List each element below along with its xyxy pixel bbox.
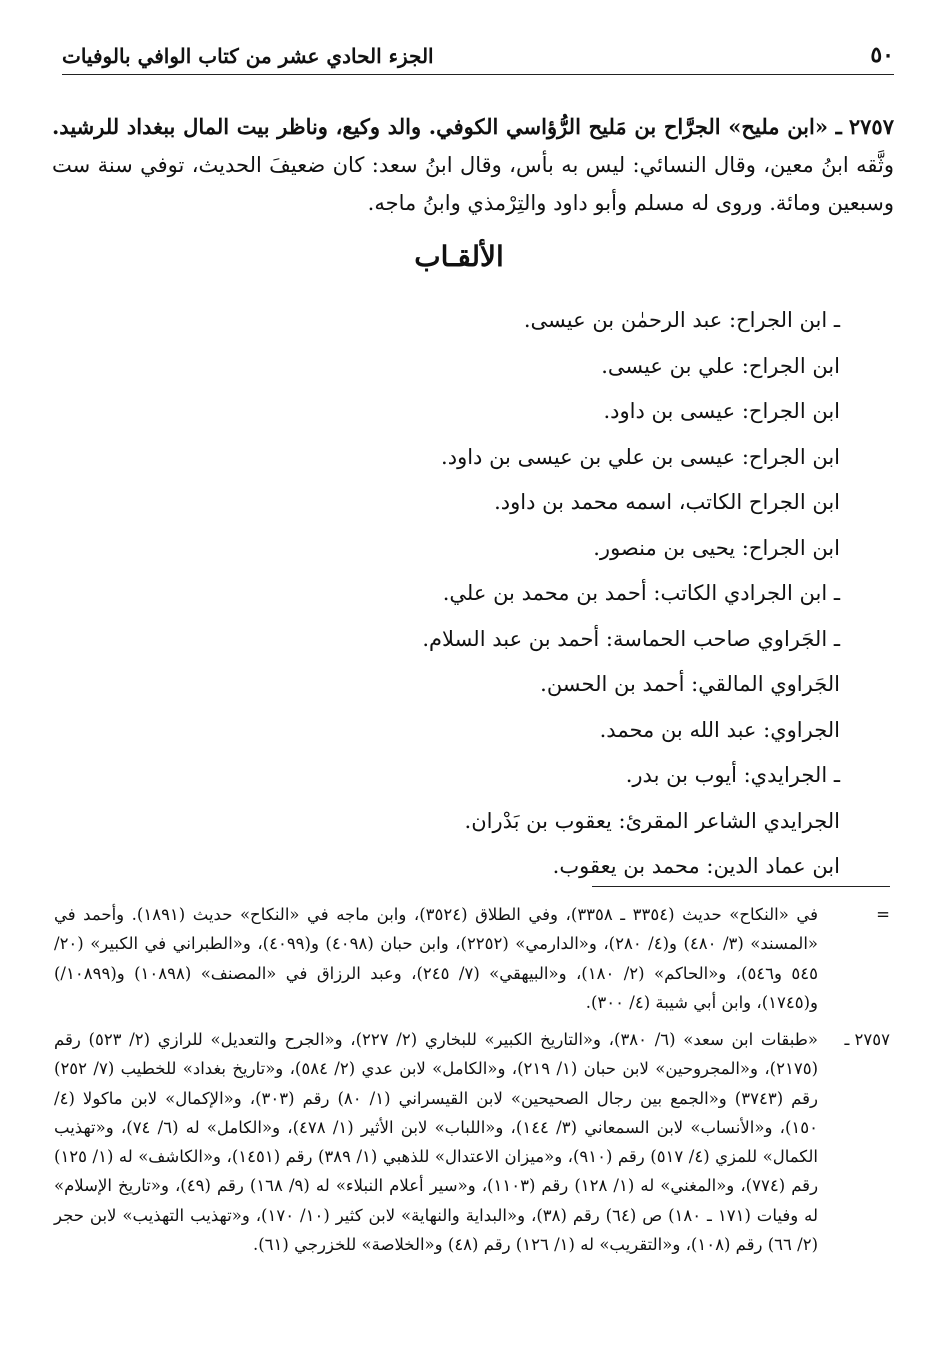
entry-number: ٢٧٥٧ [848,114,894,139]
footnote-separator [592,886,890,887]
list-item: ابن الجراح: عيسى بن داود. [603,399,840,423]
list-item: الجراوي: عبد الله بن محمد. [599,717,840,742]
list-item: الجرايدي الشاعر المقرئ: يعقوب بن بَدْران. [464,808,840,833]
footnote-marker: ٢٧٥٧ ـ [844,1030,890,1049]
page-number: ٥٠ [870,42,894,68]
book-title: الجزء الحادي عشر من كتاب الوافي بالوفيات [62,44,434,68]
list-item: ـ ابن الجراح: عبد الرحمٰن بن عيسى. [523,308,840,332]
list-item: ابن الجراح: يحيى بن منصور. [593,535,840,560]
list-item: الجَراوي المالقي: أحمد بن الحسن. [540,672,840,696]
section-heading: الألقـاب [414,240,504,273]
list-item: ـ ابن الجرادي الكاتب: أحمد بن محمد بن علي. [442,581,840,605]
list-item: ابن الجراح: علي بن عيسى. [601,353,840,378]
list-item: ابن عماد الدين: محمد بن يعقوب. [552,854,840,878]
entry-text: وثَّقه ابنُ معين، وقال النسائي: ليس به بأس، وقال ابنُ سعد: كان ضعيفَ الحديث، توفي سنة ست وسبعين ومائة. وروى له مسلم وأبو داود والتِرْمذي وابنُ ماجه. [52,153,894,215]
list-item: ـ الجَراوي صاحب الحماسة: أحمد بن عبد السلام. [422,626,840,651]
footnote-marker: = [876,905,890,924]
list-item: ابن الجراح الكاتب، اسمه محمد بن داود. [494,490,840,514]
footnote-sources [54,1025,890,1259]
footnote-text: «طبقات ابن سعد» (٦/ ٣٨٠)، و«التاريخ الكبير» للبخاري (٢/ ٢٢٧)، و«الجرح والتعديل» للرازي (٢/ ٥٢٣) رقم (٢١٧٥)، و«المجروحين» لابن حبان (١/ ٢١٩)، و«الكامل» لابن عدي (٢/ ٥٨٤)، و«تاريخ بغداد» للخطيب (٧/ ٢٥٢) رقم (٣٧٤٣) و«الجمع بين رجال الصحيحين» لابن القيسراني (١/ ٨٠) رقم (٣٠٣)، و«الإكمال» لابن ماكولا (٤/ ١٥٠)، و«الأنساب» لابن السمعاني (٣/ ١٤٤)، و«اللباب» لابن الأثير (١/ ٤٧٨)، و«الكامل» له (٦/ ٧٤)، و«تهذيب الكمال» للمزي (٤/ ٥١٧) رقم (٩١٠)، و«ميزان الاعتدال» للذهبي (١/ ٣٨٩) رقم (١٤٥١)، و«الكاشف» له (١/ ١٢٥) رقم (٧٧٤)، و«المغني» له (١/ ١٢٨) رقم (١١٠٣)، و«سير أعلام النبلاء» له (٩/ ١٦٨) رقم (٤٩)، و«تاريخ الإسلام» له وفيات (١٧١ ـ ١٨٠) ص (٦٤) رقم (٣٨)، و«البداية والنهاية» لابن كثير (١٠/ ١٧٠)، و«تهذيب التهذيب» لابن حجر (٢/ ٦٦) رقم (١٠٨)، و«التقريب» له (١/ ١٢٦) رقم (٤٨) و«الخلاصة» للخزرجي (٦١). [54,1030,819,1255]
running-header [62,42,894,75]
entry-name: ـ «ابن مليح» الجرَّاح بن مَليح الرُّؤاسي الكوفي. والد وكيع، وناظر بيت المال ببغداد للرشيد. [52,114,842,139]
biography-entry [52,108,894,222]
footnote-continuation [54,900,890,1017]
footnote-text: في «النكاح» حديث (٣٣٥٤ ـ ٣٣٥٨)، وفي الطلاق (٣٥٢٤)، وابن ماجه في «النكاح» حديث (١٨٩١). وأحمد في «المسند» (٣/ ٤٨٠) و(٤/ ٢٨٠)، و«الدارمي» (٢٢٥٢)، وابن حبان (٤٠٩٨) و(٤٠٩٩)، و«الطبراني في الكبير» (٢٠/ ٥٤٥ و٥٤٦)، و«الحاكم» (٢/ ١٨٠)، و«البيهقي» (٧/ ٢٤٥)، وعبد الرزاق في «المصنف» (١٠٨٩٨) و(١٠٨٩٩/) و(١٧٤٥)، وابن أبي شيبة (٤/ ٣٠٠). [54,905,819,1012]
list-item: ابن الجراح: عيسى بن علي بن عيسى بن داود. [441,444,840,469]
list-item: ـ الجرايدي: أيوب بن بدر. [625,763,840,787]
titles-list [280,298,840,890]
